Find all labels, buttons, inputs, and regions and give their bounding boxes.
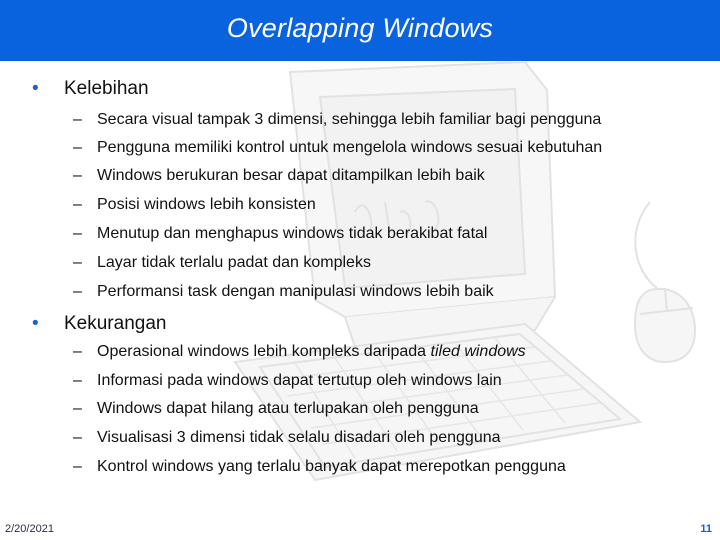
list-item-text: Informasi pada windows dapat tertutup oleh windows lain <box>97 372 502 389</box>
list-item-text <box>97 343 526 361</box>
dash-icon: – <box>73 196 82 213</box>
dash-icon: – <box>73 167 82 184</box>
list-item-text-plain: Operasional windows lebih kompleks daripada <box>97 343 431 360</box>
dash-icon: – <box>73 254 82 271</box>
dash-icon: – <box>73 343 82 360</box>
dash-icon: – <box>73 400 82 417</box>
dash-icon: – <box>73 225 82 242</box>
list-item-text: Secara visual tampak 3 dimensi, sehingga lebih familiar bagi pengguna <box>97 111 602 128</box>
dash-icon: – <box>73 111 82 128</box>
bullet-icon: • <box>32 313 39 334</box>
list-item-text: Windows berukuran besar dapat ditampilkan lebih baik <box>97 167 485 184</box>
dash-icon: – <box>73 458 82 475</box>
list-item-text: Posisi windows lebih konsisten <box>97 196 316 213</box>
page-number: 11 <box>700 523 712 535</box>
section-heading-label: Kekurangan <box>64 313 167 334</box>
dash-icon: – <box>73 372 82 389</box>
list-item-text: Kontrol windows yang terlalu banyak dapat merepotkan pengguna <box>97 458 566 475</box>
bullet-icon: • <box>32 78 39 99</box>
list-item-text: Pengguna memiliki kontrol untuk mengelola windows sesuai kebutuhan <box>97 139 603 156</box>
list-item-text-italic: tiled windows <box>430 343 526 360</box>
list-item-text: Performansi task dengan manipulasi windows lebih baik <box>97 283 494 300</box>
slide-date: 2/20/2021 <box>5 523 54 535</box>
slide-title: Overlapping Windows <box>226 13 494 43</box>
dash-icon: – <box>73 283 82 300</box>
dash-icon: – <box>73 429 82 446</box>
list-item-text: Windows dapat hilang atau terlupakan oleh pengguna <box>97 400 479 417</box>
section-heading-label: Kelebihan <box>64 78 149 99</box>
list-item-text: Menutup dan menghapus windows tidak berakibat fatal <box>97 225 488 242</box>
list-item-text: Layar tidak terlalu padat dan kompleks <box>97 254 371 271</box>
dash-icon: – <box>73 139 82 156</box>
list-item-text: Visualisasi 3 dimensi tidak selalu disadari oleh pengguna <box>97 429 501 446</box>
